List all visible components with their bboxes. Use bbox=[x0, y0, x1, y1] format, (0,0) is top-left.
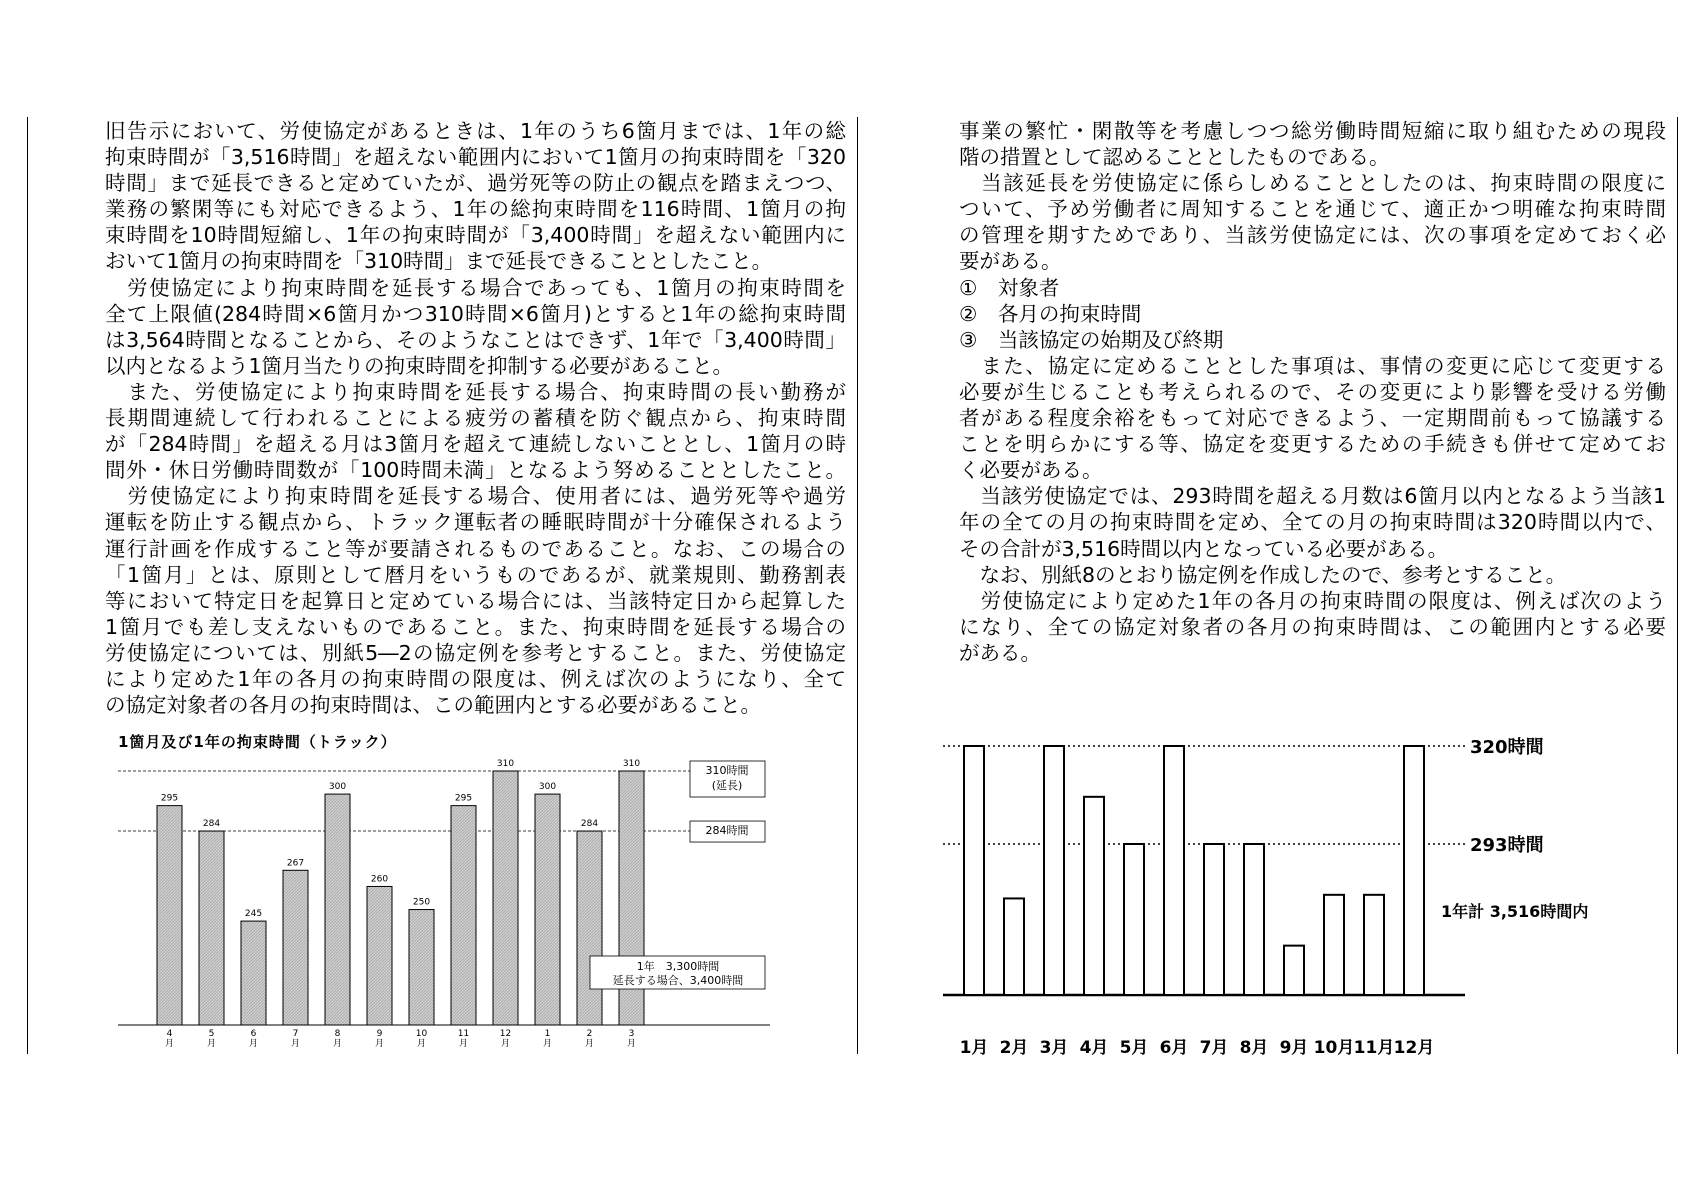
bar bbox=[1284, 946, 1304, 995]
bar bbox=[1004, 898, 1024, 995]
x-tick-label: 7 bbox=[292, 1029, 299, 1039]
text-line: ③ 当該協定の始期及び終期 bbox=[959, 327, 1224, 352]
x-tick-label: 月 bbox=[458, 1039, 469, 1049]
bar bbox=[1044, 746, 1064, 995]
text-line: 業務の繁閑等にも対応できるよう、1年の総拘束時間を116時間、1箇月の拘 bbox=[105, 197, 846, 222]
x-tick-label: 5 bbox=[208, 1029, 215, 1039]
text-line: 1箇月でも差し支えないものであること。また、拘束時間を延長する場合の bbox=[105, 614, 846, 639]
x-tick-label: 月 bbox=[206, 1039, 217, 1049]
text-line: の協定対象者の各月の拘束時間は、この範囲内とする必要があること。 bbox=[105, 693, 761, 718]
x-tick-label: 9 bbox=[376, 1029, 383, 1039]
x-tick-label: 4 bbox=[166, 1029, 173, 1039]
text-line: 長期間連続して行われることによる疲労の蓄積を防ぐ観点から、拘束時間 bbox=[105, 406, 846, 431]
x-tick-label: 7月 bbox=[1199, 1038, 1229, 1058]
x-tick-label: 11月 bbox=[1353, 1038, 1395, 1058]
x-tick-label: 10 bbox=[415, 1029, 428, 1039]
annotation-text: 1年計 3,516時間内 bbox=[1441, 902, 1589, 921]
bar-value-label: 245 bbox=[244, 909, 263, 920]
text-line: また、労使協定により拘束時間を延長する場合、拘束時間の長い勤務が bbox=[105, 379, 846, 404]
text-line: ① 対象者 bbox=[959, 275, 1060, 300]
bar bbox=[367, 886, 392, 1025]
reference-label: 293時間 bbox=[1470, 835, 1544, 856]
x-tick-label: 月 bbox=[248, 1039, 259, 1049]
text-line: また、協定に定めることとした事項は、事情の変更に応じて変更する bbox=[959, 353, 1666, 378]
x-tick-label: 1 bbox=[544, 1029, 551, 1039]
bar bbox=[1084, 797, 1104, 995]
text-line: 間外・休日労働時間数が「100時間未満」となるよう努めることとしたこと。 bbox=[105, 458, 846, 483]
x-tick-label: 月 bbox=[626, 1039, 637, 1049]
bar bbox=[325, 794, 350, 1025]
bar-value-label: 295 bbox=[454, 793, 473, 804]
x-tick-label: 9月 bbox=[1279, 1038, 1309, 1058]
text-line: 旧告示において、労使協定があるときは、1年のうち6箇月までは、1年の総 bbox=[105, 119, 846, 143]
x-tick-label: 6月 bbox=[1159, 1038, 1189, 1058]
text-line: 時間」まで延長できると定めていたが、過労死等の防止の観点を踏まえつつ、 bbox=[105, 171, 846, 196]
reference-label: 320時間 bbox=[1470, 737, 1544, 758]
text-line: 当該延長を労使協定に係らしめることとしたのは、拘束時間の限度に bbox=[959, 171, 1666, 196]
bar-value-label: 300 bbox=[328, 782, 347, 793]
x-tick-label: 月 bbox=[542, 1039, 553, 1049]
bar bbox=[409, 910, 434, 1025]
text-line: 必要が生じることも考えられるので、その変更により影響を受ける労働 bbox=[959, 379, 1666, 404]
text-line: 束時間を10時間短縮し、1年の拘束時間が「3,400時間」を超えない範囲内に bbox=[105, 223, 846, 248]
x-tick-label: 2 bbox=[586, 1029, 593, 1039]
left-chart-title: 1箇月及び1年の拘束時間（トラック） bbox=[118, 733, 397, 751]
x-tick-label: 3 bbox=[628, 1029, 635, 1039]
bar bbox=[577, 831, 602, 1025]
bar bbox=[283, 870, 308, 1025]
x-tick-label: 1月 bbox=[959, 1038, 989, 1058]
x-tick-label: 5月 bbox=[1119, 1038, 1149, 1058]
x-tick-label: 月 bbox=[500, 1039, 511, 1049]
x-tick-label: 6 bbox=[250, 1029, 257, 1039]
bar bbox=[1324, 895, 1344, 995]
x-tick-label: 月 bbox=[374, 1039, 385, 1049]
text-line: がある。 bbox=[959, 640, 1041, 665]
text-line: 運行計画を作成すること等が要請されるものであること。なお、この場合の bbox=[105, 536, 846, 561]
x-tick-label: 月 bbox=[584, 1039, 595, 1049]
bar bbox=[493, 771, 518, 1025]
text-line: 労使協定により拘束時間を延長する場合、使用者には、過労死等や過労 bbox=[105, 484, 846, 509]
text-line: 要がある。 bbox=[959, 249, 1062, 274]
text-line: 「1箇月」とは、原則として暦月をいうものであるが、就業規則、勤務割表 bbox=[105, 562, 846, 587]
annotation-text: 1年 3,300時間 bbox=[636, 960, 720, 973]
text-line: ことを明らかにする等、協定を変更するための手続きも併せて定めてお bbox=[959, 432, 1666, 457]
bar-value-label: 250 bbox=[412, 897, 431, 908]
bar-value-label: 284 bbox=[580, 819, 599, 830]
text-line: が「284時間」を超える月は3箇月を超えて連続しないこととし、1箇月の時 bbox=[105, 432, 846, 457]
text-line: 運転を防止する観点から、トラック運転者の睡眠時間が十分確保されるよう bbox=[105, 510, 846, 535]
text-line: により定めた1年の各月の拘束時間の限度は、例えば次のようになり、全て bbox=[105, 666, 846, 691]
bar bbox=[1204, 844, 1224, 995]
text-line: 者がある程度余裕をもって対応できるよう、一定期間前もって協議する bbox=[959, 406, 1666, 431]
x-tick-label: 10月 bbox=[1313, 1038, 1355, 1058]
text-line: おいて1箇月の拘束時間を「310時間」まで延長できることとしたこと。 bbox=[105, 249, 773, 274]
x-tick-label: 8 bbox=[334, 1029, 341, 1039]
bar bbox=[964, 746, 984, 995]
text-line: 全て上限値(284時間×6箇月かつ310時間×6箇月)とすると1年の総拘束時間 bbox=[105, 301, 846, 326]
reference-label: (延長) bbox=[711, 779, 743, 792]
x-tick-label: 12月 bbox=[1393, 1038, 1435, 1058]
bar bbox=[1404, 746, 1424, 995]
text-line: 当該労使協定では、293時間を超える月数は6箇月以内となるよう当該1 bbox=[959, 484, 1666, 509]
text-line: 労使協定により定めた1年の各月の拘束時間の限度は、例えば次のよう bbox=[959, 588, 1666, 613]
text-line: 労使協定については、別紙5―2の協定例を参考とすること。また、労使協定 bbox=[105, 640, 846, 665]
bar-value-label: 310 bbox=[622, 759, 641, 769]
bar-value-label: 300 bbox=[538, 782, 557, 793]
bar bbox=[535, 794, 560, 1025]
bar bbox=[1364, 895, 1384, 995]
bar bbox=[451, 806, 476, 1025]
x-tick-label: 11 bbox=[457, 1029, 470, 1039]
bar-value-label: 284 bbox=[202, 819, 221, 830]
x-tick-label: 2月 bbox=[999, 1038, 1029, 1058]
annotation-text: 延長する場合、3,400時間 bbox=[612, 974, 744, 987]
bar bbox=[1124, 844, 1144, 995]
text-line: 階の措置として認めることとしたものである。 bbox=[959, 145, 1390, 170]
reference-label: 284時間 bbox=[705, 824, 749, 838]
bar bbox=[199, 831, 224, 1025]
text-line: ついて、予め労働者に周知することを通じて、適正かつ明確な拘束時間 bbox=[959, 197, 1666, 222]
text-line: 等において特定日を起算日と定めている場合には、当該特定日から起算した bbox=[105, 588, 846, 613]
text-line: 事業の繁忙・閑散等を考慮しつつ総労働時間短縮に取り組むための現段 bbox=[959, 119, 1666, 143]
text-line: く必要がある。 bbox=[959, 458, 1103, 483]
text-line: の管理を期すためであり、当該労使協定には、次の事項を定めておく必 bbox=[959, 223, 1666, 248]
text-line: 年の全ての月の拘束時間を定め、全ての月の拘束時間は320時間以内で、 bbox=[959, 510, 1666, 535]
x-tick-label: 12 bbox=[499, 1029, 512, 1039]
text-line: 以内となるよう1箇月当たりの拘束時間を抑制する必要があること。 bbox=[105, 353, 734, 378]
text-line: 労使協定により拘束時間を延長する場合であっても、1箇月の拘束時間を bbox=[105, 275, 846, 300]
x-tick-label: 月 bbox=[416, 1039, 427, 1049]
text-line: ② 各月の拘束時間 bbox=[959, 301, 1142, 326]
text-line: なお、別紙8のとおり協定例を作成したので、参考とすること。 bbox=[959, 562, 1567, 587]
bar-value-label: 267 bbox=[286, 858, 305, 869]
reference-label: 310時間 bbox=[705, 764, 749, 777]
bar bbox=[1244, 844, 1264, 995]
bar-value-label: 310 bbox=[496, 759, 515, 769]
text-line: 拘束時間が「3,516時間」を超えない範囲内において1箇月の拘束時間を「320 bbox=[105, 145, 846, 170]
bar bbox=[1164, 746, 1184, 995]
text-line: になり、全ての協定対象者の各月の拘束時間は、この範囲内とする必要 bbox=[959, 614, 1666, 639]
bar-value-label: 295 bbox=[160, 793, 179, 804]
bar bbox=[241, 921, 266, 1025]
text-line: その合計が3,516時間以内となっている必要がある。 bbox=[959, 536, 1449, 561]
x-tick-label: 月 bbox=[332, 1039, 343, 1049]
x-tick-label: 3月 bbox=[1039, 1038, 1069, 1058]
x-tick-label: 8月 bbox=[1239, 1038, 1269, 1058]
x-tick-label: 4月 bbox=[1079, 1038, 1109, 1058]
x-tick-label: 月 bbox=[290, 1039, 301, 1049]
x-tick-label: 月 bbox=[164, 1039, 175, 1049]
text-line: は3,564時間となることから、そのようなことはできず、1年で「3,400時間」 bbox=[105, 327, 846, 352]
bar-value-label: 260 bbox=[370, 874, 389, 885]
bar bbox=[157, 806, 182, 1025]
